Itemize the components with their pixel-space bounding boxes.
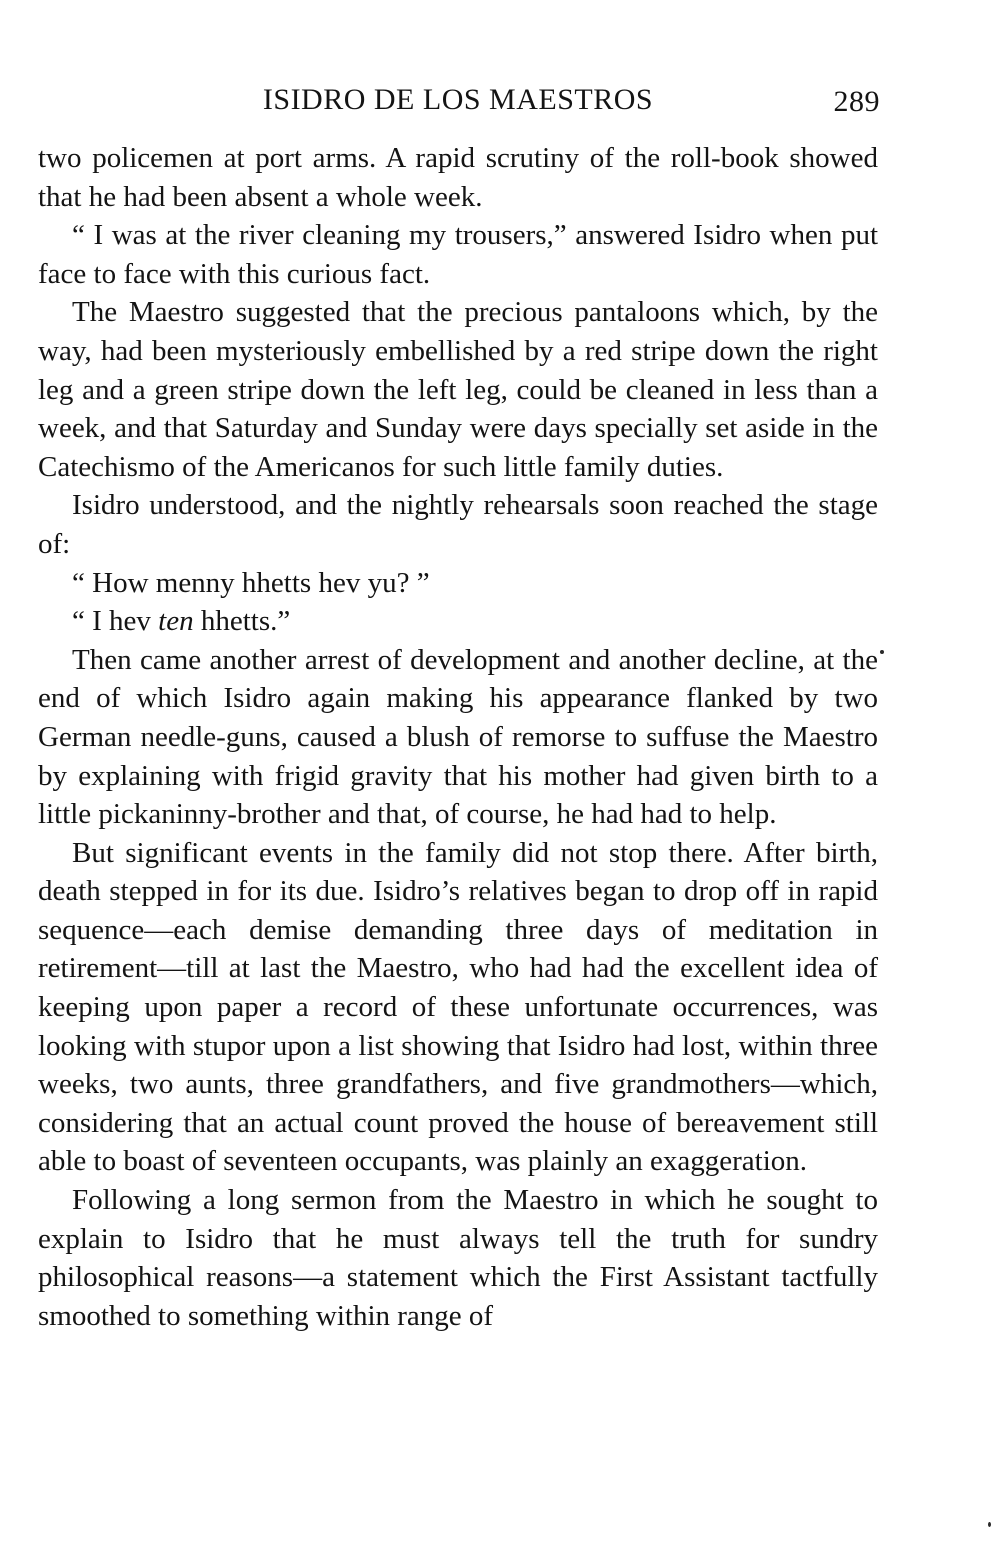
- dialogue-text: hhetts.”: [193, 605, 291, 638]
- dialogue-text: “ I hev: [72, 605, 159, 638]
- paragraph: two policemen at port arms. A rapid scrutiny of the roll-book showed that he had been absent a whole week.: [38, 142, 878, 213]
- paragraph: Following a long sermon from the Maestro in which he sought to explain to Isidro that he must always tell the truth for sundry philosophical reasons—a statement which the First Assistant tactfully smoothed to something within range of: [38, 1184, 878, 1332]
- page-header: [38, 80, 878, 120]
- page-number: 289: [833, 85, 880, 118]
- paragraph: Then came another arrest of development and another decline, at the end of which Isidro again making his appearance flanked by two German needle-guns, caused a blush of remorse to suffuse the Maestro by explaining with frigid gravity that his mother had given birth to a little pickaninny-brother and that, of course, he had had to help.: [38, 643, 878, 831]
- scan-speck: [988, 1522, 991, 1527]
- paragraph: Isidro understood, and the nightly rehearsals soon reached the stage of:: [38, 489, 878, 560]
- scan-speck: [880, 650, 884, 654]
- body-text: [38, 139, 878, 1335]
- paragraph: The Maestro suggested that the precious pantaloons which, by the way, had been mysteriously embellished by a red stripe down the right leg and a green stripe down the left leg, could be cleaned in less than a week, and that Saturday and Sunday were days specially set aside in the Catechismo of the Americanos for such little family duties.: [38, 296, 878, 483]
- running-title: ISIDRO DE LOS MAESTROS: [262, 83, 654, 116]
- paragraph: But significant events in the family did not stop there. After birth, death stepped in for its due. Isidro’s relatives began to drop off in rapid sequence—each demise demanding three days of meditation in retirement—till at last the Maestro, who had had the excellent idea of keeping upon paper a record of these unfortunate occurrences, was looking with stupor upon a list showing that Isidro had lost, within three weeks, two aunts, three grandfathers, and five grandmothers—which, considering that an actual count proved the house of bereavement still able to boast of seventeen occupants, was plainly an exaggeration.: [38, 836, 878, 1178]
- italic-word: ten: [158, 605, 194, 638]
- dialogue-line: [38, 602, 878, 641]
- dialogue-line: “ How menny hhetts hev yu? ”: [72, 566, 430, 599]
- paragraph: “ I was at the river cleaning my trousers,” answered Isidro when put face to face with this curious fact.: [38, 219, 878, 290]
